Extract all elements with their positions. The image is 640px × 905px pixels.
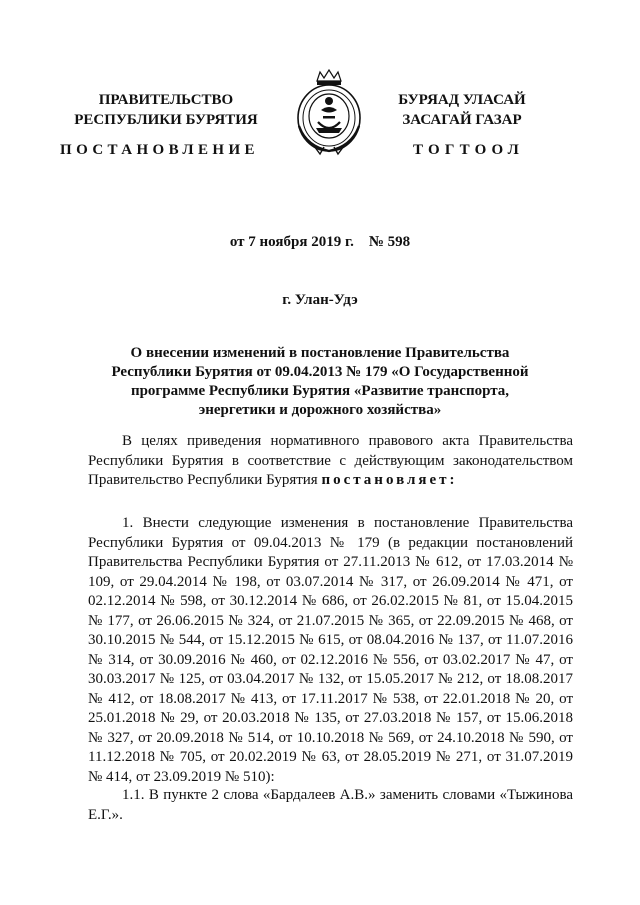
document-title — [80, 344, 560, 420]
title-line-1: О внесении изменений в постановление Правительства — [130, 345, 510, 361]
document-city: г. Улан-Удэ — [282, 292, 358, 308]
item-1-paragraph: 1. Внести следующие изменения в постановление Правительства Республики Бурятия от 09.04.2013 № 179 (в редакции постановлений Правительства Республики Бурятия от 27.11.2013 № 612, от 17.03.2014 № 109, от 29.04.2014 № 198, от 03.07.2014 № 317, от 26.09.2014 № 471, от 02.12.2014 № 598, от 30.12.2014 № 686, от 26.02.2015 № 81, от 15.04.2015 № 177, от 26.06.2015 № 324, от 21.07.2015 № 365, от 22.09.2015 № 468, от 30.10.2015 № 544, от 15.12.2015 № 615, от 08.04.2016 № 137, от 11.07.2016 № 314, от 30.09.2016 № 460, от 02.12.2016 № 556, от 03.02.2017 № 47, от 30.03.2017 № 125, от 03.04.2017 № 132, от 15.05.2017 № 212, от 18.08.2017 № 412, от 18.08.2017 № 413, от 17.11.2017 № 538, от 22.01.2018 № 20, от 25.01.2018 № 29, от 20.03.2018 № 135, от 27.03.2018 № 157, от 15.06.2018 № 327, от 20.09.2018 № 514, от 10.10.2018 № 569, от 24.10.2018 № 590, от 11.12.2018 № 705, от 20.02.2019 № 63, от 28.05.2019 № 271, от 31.07.2019 № 414, от 23.09.2019 № 510): — [88, 515, 573, 785]
resolves-word: постановляет: — [321, 472, 458, 488]
preamble-paragraph — [88, 432, 573, 491]
government-name-russian — [52, 90, 280, 130]
government-name-line-2: РЕСПУБЛИКИ БУРЯТИЯ — [74, 112, 258, 128]
government-name-buryat — [372, 90, 552, 130]
title-line-4: энергетики и дорожного хозяйства» — [198, 402, 442, 418]
government-name-line-1: ПРАВИТЕЛЬСТВО — [98, 92, 234, 108]
title-line-2: Республики Бурятия от 09.04.2013 № 179 «О Государственной — [111, 364, 529, 380]
government-name-buryat-line-1: БУРЯАД УЛАСАЙ — [398, 92, 526, 108]
coat-of-arms-of-buryatia-icon — [294, 68, 364, 156]
document-type-buryat: ТОГТООЛ — [413, 142, 524, 158]
title-line-3: программе Республики Бурятия «Развитие транспорта, — [130, 383, 510, 399]
government-name-buryat-line-2: ЗАСАГАЙ ГАЗАР — [402, 112, 522, 128]
document-type-russian: ПОСТАНОВЛЕНИЕ — [60, 142, 259, 158]
item-1-1-paragraph: 1.1. В пункте 2 слова «Бардалеев А.В.» заменить словами «Тыжинова Е.Г.». — [88, 787, 573, 823]
preamble-text: В целях приведения нормативного правового акта Правительства Республики Бурятия в соответствие с действующим законодательством Правительство Республики Бурятия — [88, 433, 573, 488]
document-date-number: от 7 ноября 2019 г. № 598 — [229, 234, 411, 250]
